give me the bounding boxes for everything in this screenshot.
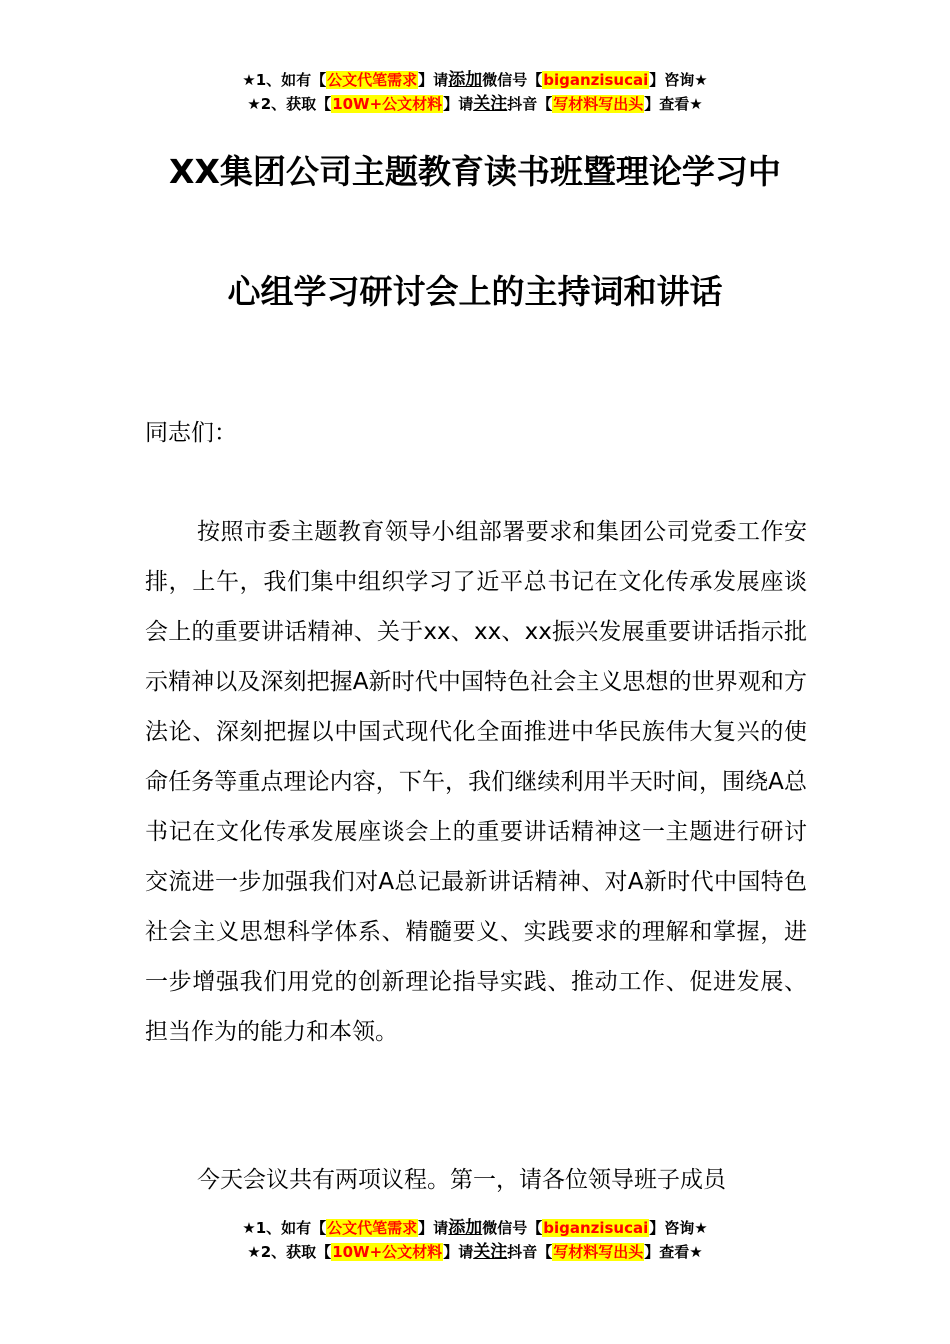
promo-text: 】咨询★ [649,1219,708,1237]
promo-text: 微信号【 [482,71,543,89]
promo-highlight: 10W+公文材料 [332,95,443,113]
promo-text: 】请 [443,1243,474,1261]
salutation: 同志们： [145,420,237,446]
promo-text: 】请 [443,95,474,113]
promo-text: ★2、获取【 [247,95,332,113]
promo-underlined-text: 关注 [473,94,508,114]
promo-underlined-text: 添加 [448,1218,483,1238]
promo-banner-top [0,68,950,116]
promo-line-1 [0,68,950,92]
promo-underlined-text: 添加 [448,70,483,90]
promo-text: 】请 [418,1219,449,1237]
promo-text: ★1、如有【 [242,1219,327,1237]
promo-highlight: 公文代笔需求 [327,1219,418,1237]
promo-highlight: 写材料写出头 [553,1243,644,1261]
promo-line-2 [0,92,950,116]
promo-line-2 [0,1240,950,1264]
body-paragraph: 按照市委主题教育领导小组部署要求和集团公司党委工作安排，上午，我们集中组织学习了近平总书记在文化传承发展座谈会上的重要讲话精神、关于xx、xx、xx振兴发展重要讲话指示批示精神以及深刻把握A新时代中国特色社会主义思想的世界观和方法论、深刻把握以中国式现代化全面推进中华民族伟大复兴的使命任务等重点理论内容，下午，我们继续利用半天时间，围绕A总书记在文化传承发展座谈会上的重要讲话精神这一主题进行研讨交流进一步加强我们对A总记最新讲话精神、对A新时代中国特色社会主义思想科学体系、精髓要义、实践要求的理解和掌握，进一步增强我们用党的创新理论指导实践、推动工作、促进发展、担当作为的能力和本领。 [145,519,807,1045]
promo-text: 】查看★ [644,95,703,113]
promo-text: 微信号【 [482,1219,543,1237]
promo-highlight: 公文代笔需求 [327,71,418,89]
promo-text: 】请 [418,71,449,89]
promo-highlight: biganzisucai [543,71,649,89]
promo-underlined-text: 关注 [473,1242,508,1262]
promo-highlight: biganzisucai [543,1219,649,1237]
promo-text: 抖音【 [507,1243,553,1261]
promo-highlight: 10W+公文材料 [332,1243,443,1261]
body-paragraph: 今天会议共有两项议程。第一，请各位领导班子成员 [197,1167,726,1193]
promo-text: ★1、如有【 [242,71,327,89]
promo-text: 】咨询★ [649,71,708,89]
promo-text: ★2、获取【 [247,1243,332,1261]
document-title-line-2: 心组学习研讨会上的主持词和讲话 [227,272,723,311]
promo-banner-bottom [0,1216,950,1264]
promo-line-1 [0,1216,950,1240]
promo-text: 抖音【 [507,95,553,113]
promo-highlight: 写材料写出头 [553,95,644,113]
promo-text: 】查看★ [644,1243,703,1261]
document-title-line-1: XX集团公司主题教育读书班暨理论学习中 [169,152,781,191]
